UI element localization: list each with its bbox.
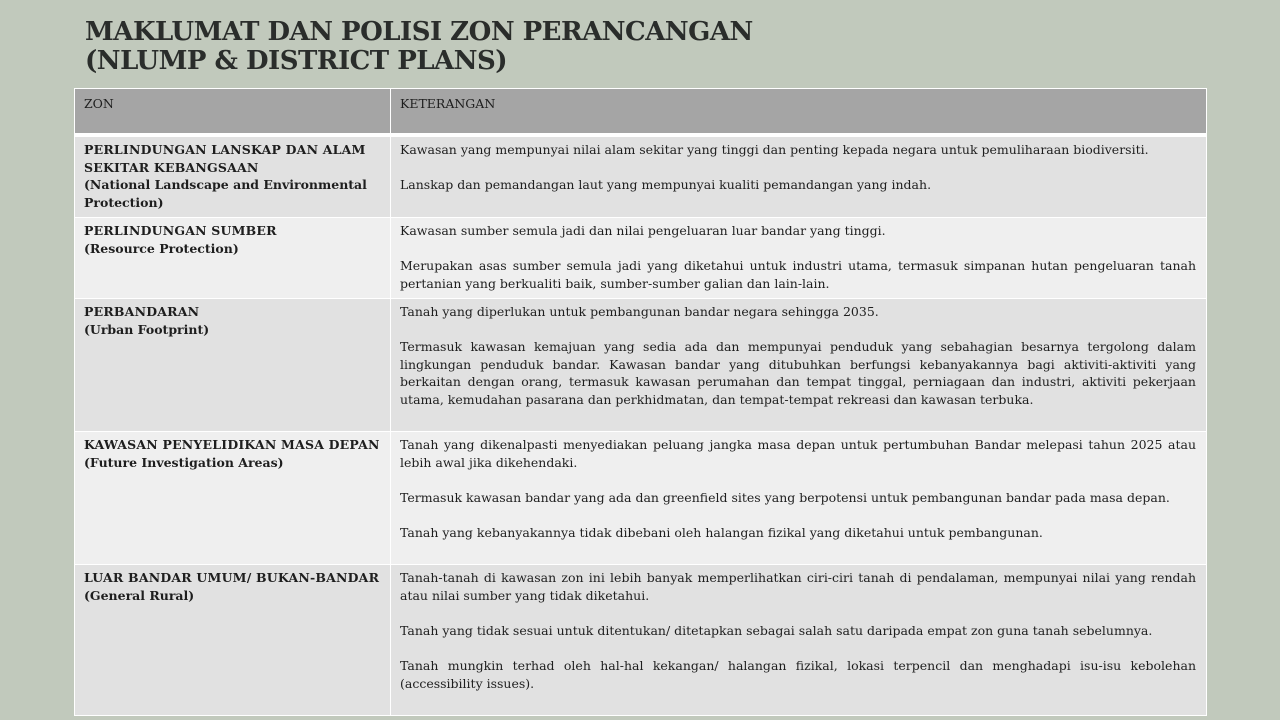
- description-cell: [391, 135, 1207, 218]
- description-paragraph: Kawasan sumber semula jadi dan nilai pengeluaran luar bandar yang tinggi.: [400, 223, 886, 238]
- description-paragraph: Tanah yang kebanyakannya tidak dibebani oleh halangan fizikal yang diketahui untuk pembangunan.: [400, 524, 1043, 540]
- description-paragraph: Tanah yang diperlukan untuk pembangunan bandar negara sehingga 2035.: [400, 304, 879, 319]
- zone-english-name: (Resource Protection): [84, 240, 239, 256]
- description-cell: [391, 299, 1207, 432]
- page-title: [85, 18, 753, 76]
- description-paragraph: Kawasan yang mempunyai nilai alam sekitar yang tinggi dan penting kepada negara untuk pemuliharaan biodiversiti.: [400, 142, 1149, 157]
- description-paragraph: Tanah mungkin terhad oleh hal-hal kekangan/ halangan fizikal, lokasi terpencil dan menghadapi isu-isu kebolehan (accessibility issues).: [400, 657, 1196, 691]
- description-paragraph: Termasuk kawasan kemajuan yang sedia ada dan mempunyai penduduk yang sebahagian besarnya tergolong dalam lingkungan penduduk bandar. Kawasan bandar yang ditubuhkan berfungsi kebanyakannya bagi aktiviti-aktiviti yang berkaitan dengan orang, termasuk kawasan perumahan dan tempat tinggal, perniagaan dan industri, aktiviti pekerjaan utama, kemudahan pasarana dan perkhidmatan, dan tempat-tempat rekreasi dan kawasan terbuka.: [400, 339, 1196, 407]
- description-cell: [391, 565, 1207, 716]
- table-row: [75, 299, 1207, 432]
- zone-name: PERLINDUNGAN SUMBER: [84, 223, 277, 238]
- zone-name: KAWASAN PENYELIDIKAN MASA DEPAN: [84, 437, 380, 452]
- header-zon: ZON: [75, 89, 391, 136]
- description-paragraph: Tanah-tanah di kawasan zon ini lebih banyak memperlihatkan ciri-ciri tanah di pendalaman, mempunyai nilai yang rendah atau nilai sumber yang tidak diketahui.: [400, 570, 1196, 603]
- zone-cell: [75, 432, 391, 565]
- zone-name: PERLINDUNGAN LANSKAP DAN ALAM SEKITAR KEBANGSAAN: [84, 142, 366, 175]
- zone-cell: [75, 218, 391, 299]
- table-header-row: [75, 89, 1207, 136]
- page-title-line-1: MAKLUMAT DAN POLISI ZON PERANCANGAN: [85, 17, 753, 47]
- description-paragraph: Termasuk kawasan bandar yang ada dan greenfield sites yang berpotensi untuk pembangunan bandar pada masa depan.: [400, 489, 1170, 505]
- description-paragraph: Lanskap dan pemandangan laut yang mempunyai kualiti pemandangan yang indah.: [400, 177, 932, 193]
- zone-cell: [75, 135, 391, 218]
- table-row: [75, 218, 1207, 299]
- description-cell: [391, 218, 1207, 299]
- description-paragraph: Tanah yang tidak sesuai untuk ditentukan/ ditetapkan sebagai salah satu daripada empat zon guna tanah sebelumnya.: [400, 622, 1153, 638]
- zone-policy-table: [74, 88, 1207, 716]
- zone-name: LUAR BANDAR UMUM/ BUKAN-BANDAR: [84, 570, 380, 585]
- table-row: [75, 135, 1207, 218]
- zone-name: PERBANDARAN: [84, 304, 200, 319]
- zone-english-name: (General Rural): [84, 587, 195, 603]
- zone-english-name: (Future Investigation Areas): [84, 454, 284, 470]
- description-paragraph: Merupakan asas sumber semula jadi yang diketahui untuk industri utama, termasuk simpanan hutan pengeluaran tanah pertanian yang berkualiti baik, sumber-sumber galian dan lain-lain.: [400, 258, 1196, 291]
- description-cell: [391, 432, 1207, 565]
- page-title-line-2: (NLUMP & DISTRICT PLANS): [85, 46, 508, 76]
- zone-cell: [75, 299, 391, 432]
- zone-cell: [75, 565, 391, 716]
- zone-english-name: (National Landscape and Environmental Protection): [84, 177, 367, 210]
- table-row: [75, 432, 1207, 565]
- header-keterangan: KETERANGAN: [391, 89, 1207, 136]
- zone-english-name: (Urban Footprint): [84, 321, 210, 337]
- description-paragraph: Tanah yang dikenalpasti menyediakan peluang jangka masa depan untuk pertumbuhan Bandar melepasi tahun 2025 atau lebih awal jika dikehendaki.: [400, 437, 1196, 470]
- table-row: [75, 565, 1207, 716]
